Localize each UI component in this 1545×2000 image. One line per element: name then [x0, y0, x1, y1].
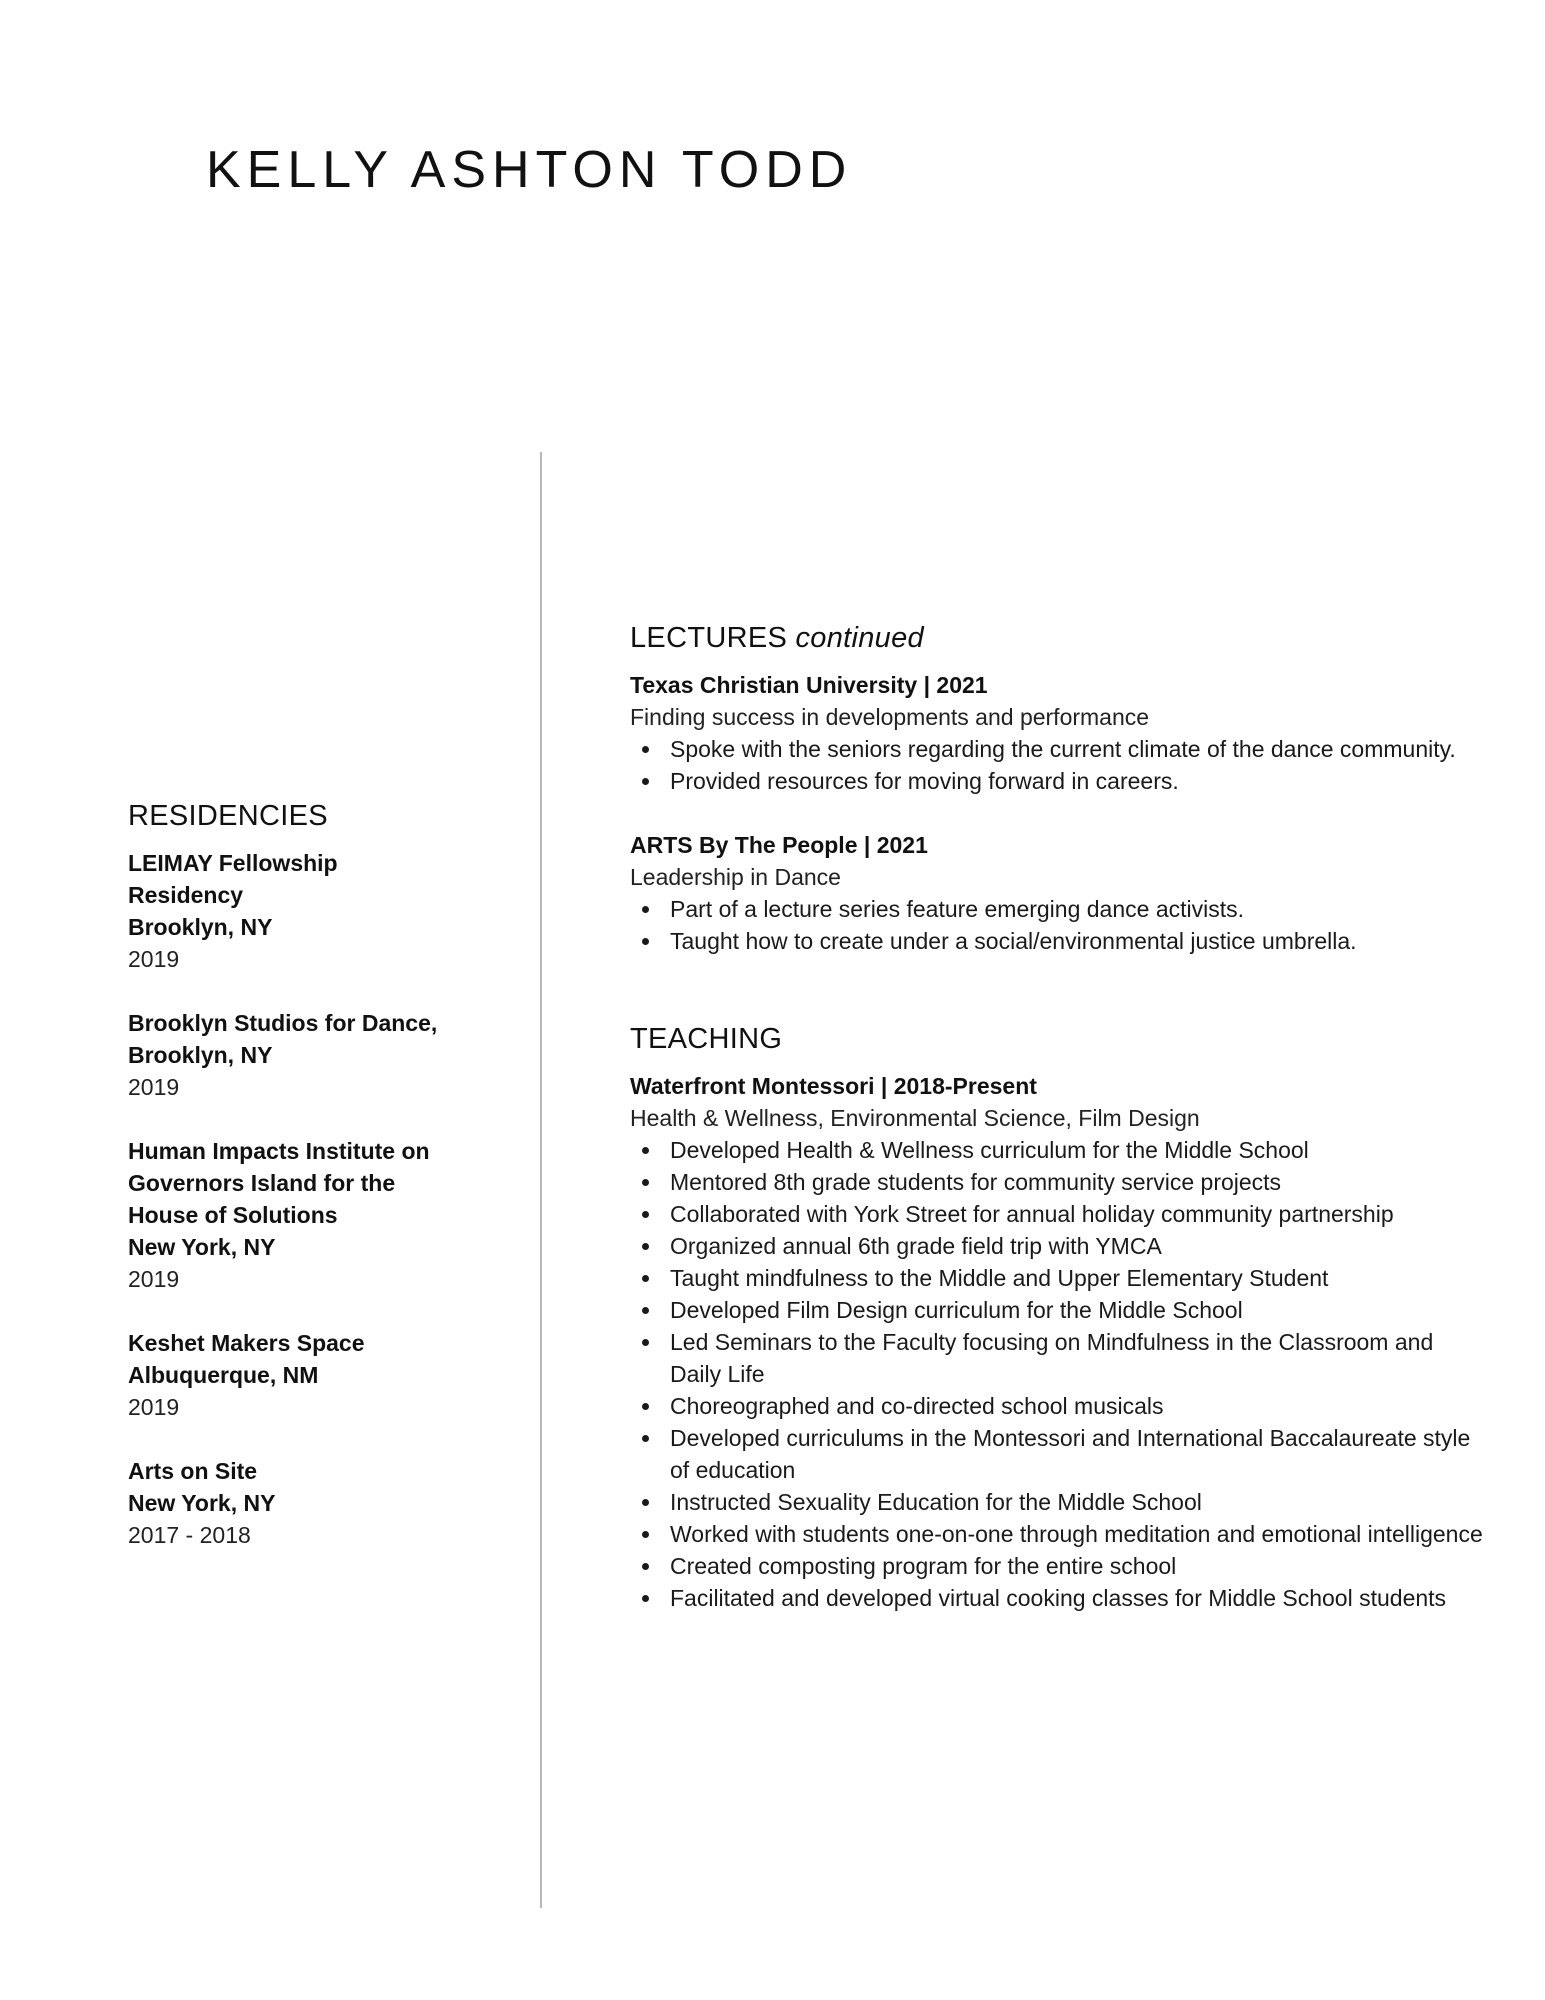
residency-line: House of Solutions	[128, 1202, 338, 1228]
bullet-item: Organized annual 6th grade field trip with YMCA	[630, 1230, 1490, 1262]
bullet-item: Instructed Sexuality Education for the Middle School	[630, 1486, 1490, 1518]
bullet-item: Taught mindfulness to the Middle and Upper Elementary Student	[630, 1262, 1490, 1294]
residency-entry	[128, 1007, 508, 1103]
bullet-item: Choreographed and co-directed school musicals	[630, 1390, 1490, 1422]
residency-year: 2017 - 2018	[128, 1522, 251, 1548]
teaching-subtitle: Health & Wellness, Environmental Science, Film Design	[630, 1105, 1200, 1131]
residency-line: LEIMAY Fellowship	[128, 850, 338, 876]
residency-entry	[128, 1135, 508, 1295]
lecture-heading: Texas Christian University | 2021	[630, 672, 988, 698]
bullet-item: Created composting program for the entire school	[630, 1550, 1490, 1582]
main-column	[630, 622, 1490, 1614]
bullet-item: Worked with students one-on-one through meditation and emotional intelligence	[630, 1518, 1490, 1550]
teaching-heading: Waterfront Montessori | 2018-Present	[630, 1073, 1037, 1099]
lecture-subtitle: Leadership in Dance	[630, 864, 841, 890]
bullet-item: Developed Film Design curriculum for the Middle School	[630, 1294, 1490, 1326]
residency-entry	[128, 847, 508, 975]
lectures-title-suffix: continued	[795, 622, 924, 654]
bullet-item: Developed Health & Wellness curriculum for the Middle School	[630, 1134, 1490, 1166]
bullet-item: Spoke with the seniors regarding the current climate of the dance community.	[630, 733, 1490, 765]
bullet-item: Mentored 8th grade students for community service projects	[630, 1166, 1490, 1198]
residencies-section	[128, 800, 508, 1583]
bullet-item: Part of a lecture series feature emerging dance activists.	[630, 893, 1490, 925]
residency-line: Governors Island for the	[128, 1170, 396, 1196]
residencies-title: RESIDENCIES	[128, 800, 328, 832]
residency-year: 2019	[128, 1266, 180, 1292]
lectures-section	[630, 622, 1490, 957]
residency-line: Brooklyn, NY	[128, 914, 273, 940]
teaching-title: TEACHING	[630, 1023, 783, 1055]
lectures-title	[630, 622, 1490, 655]
residency-year: 2019	[128, 1394, 180, 1420]
teaching-section	[630, 1023, 1490, 1614]
lecture-subtitle: Finding success in developments and performance	[630, 704, 1150, 730]
residency-line: Brooklyn, NY	[128, 1042, 273, 1068]
bullet-item: Collaborated with York Street for annual holiday community partnership	[630, 1198, 1490, 1230]
residency-line: Residency	[128, 882, 244, 908]
bullet-item: Taught how to create under a social/environmental justice umbrella.	[630, 925, 1490, 957]
residency-line: New York, NY	[128, 1490, 276, 1516]
bullet-item: Provided resources for moving forward in careers.	[630, 765, 1490, 797]
residency-entry	[128, 1327, 508, 1423]
bullet-item: Led Seminars to the Faculty focusing on Mindfulness in the Classroom and Daily Life	[630, 1326, 1490, 1390]
column-divider	[540, 452, 542, 1908]
lectures-title-text: LECTURES	[630, 622, 788, 654]
residency-year: 2019	[128, 1074, 180, 1100]
residency-line: New York, NY	[128, 1234, 276, 1260]
residency-line: Arts on Site	[128, 1458, 258, 1484]
residency-line: Keshet Makers Space	[128, 1330, 365, 1356]
resume-name: KELLY ASHTON TODD	[206, 141, 853, 199]
residency-line: Albuquerque, NM	[128, 1362, 319, 1388]
lecture-entry	[630, 829, 1490, 957]
residency-line: Brooklyn Studios for Dance,	[128, 1010, 438, 1036]
residency-line: Human Impacts Institute on	[128, 1138, 430, 1164]
lecture-bullets	[630, 893, 1490, 957]
bullet-item: Developed curriculums in the Montessori and International Baccalaureate style of education	[630, 1422, 1490, 1486]
lecture-bullets	[630, 733, 1490, 797]
residency-year: 2019	[128, 946, 180, 972]
teaching-bullets	[630, 1134, 1490, 1614]
residency-entry	[128, 1455, 508, 1551]
bullet-item: Facilitated and developed virtual cooking classes for Middle School students	[630, 1582, 1490, 1614]
lecture-heading: ARTS By The People | 2021	[630, 832, 928, 858]
teaching-entry	[630, 1070, 1490, 1614]
lecture-entry	[630, 669, 1490, 797]
